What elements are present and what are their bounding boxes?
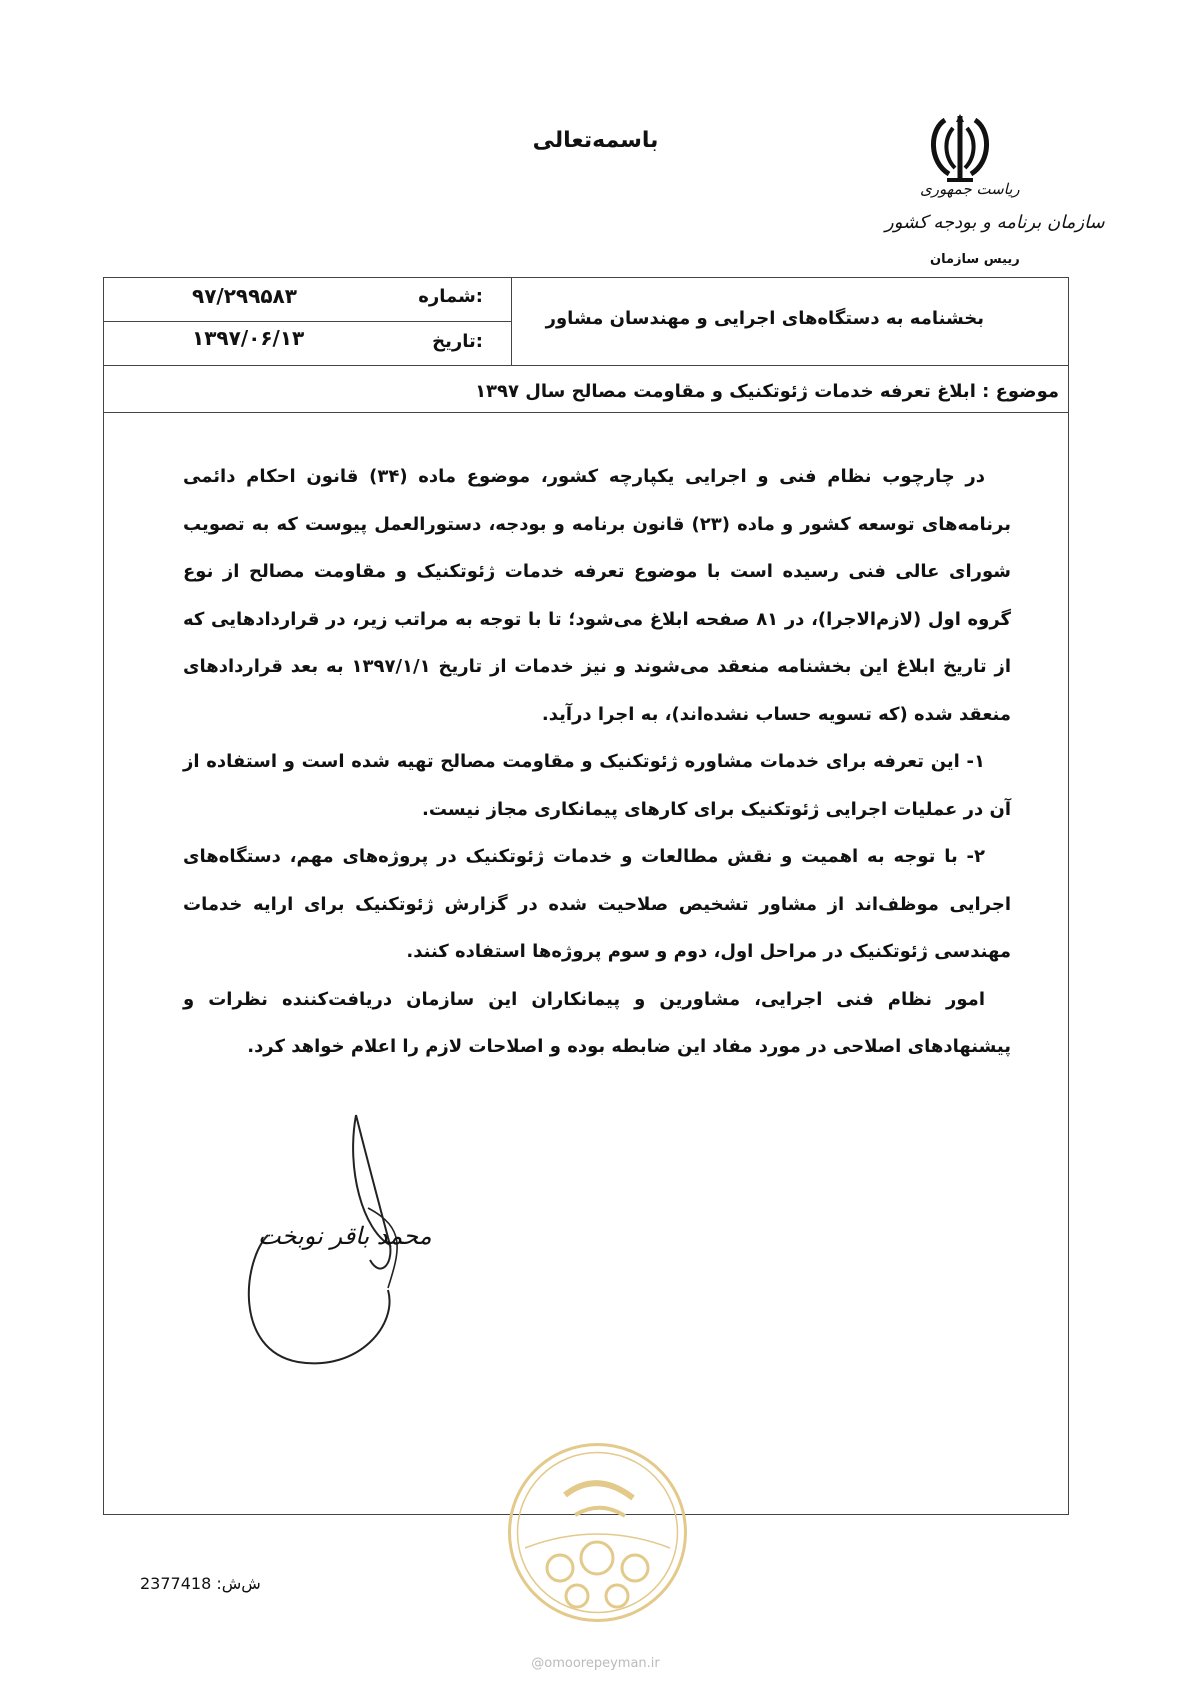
- letter-body: [183, 453, 1011, 1071]
- org-line-presidency: ریاست جمهوری: [920, 180, 1020, 198]
- body-paragraph-closing: امور نظام فنی اجرایی، مشاورین و پیمانکاران این سازمان دریافت‌کننده نظرات و پیشنهادهای اصلاحی در مورد مفاد این ضابطه بوده و اصلاحات لازم را اعلام خواهد کرد.: [183, 988, 1011, 1057]
- iran-emblem-icon: [925, 110, 995, 186]
- document-code: ش‌ش: 2377418: [140, 1574, 261, 1593]
- org-line-organization: سازمان برنامه و بودجه کشور: [885, 212, 1105, 233]
- header-divider-vertical: [511, 278, 512, 365]
- number-value: ۹۷/۲۹۹۵۸۳: [192, 284, 297, 308]
- subject-line: موضوع : ابلاغ تعرفه خدمات ژئوتکنیک و مقاومت مصالح سال ۱۳۹۷: [475, 381, 1059, 402]
- invocation-heading: باسمه‌تعالی: [532, 128, 659, 153]
- addressee: بخشنامه به دستگاه‌های اجرایی و مهندسان مشاور: [545, 308, 984, 329]
- body-paragraph-item-1: ۱- این تعرفه برای خدمات مشاوره ژئوتکنیک و مقاومت مصالح تهیه شده است و استفاده از آن در عملیات اجرایی ژئوتکنیک برای کارهای پیمانکاری مجاز نیست.: [183, 751, 1011, 820]
- header-divider-number-date: [104, 321, 511, 322]
- letter-header-table: [103, 277, 1069, 413]
- body-paragraph-intro: در چارچوب نظام فنی و اجرایی یکپارچه کشور، موضوع ماده (۳۴) قانون احکام دائمی برنامه‌های توسعه کشور و ماده (۲۳) قانون برنامه و بودجه، دستورالعمل پیوست که به تصویب شورای عالی فنی رسیده است با موضوع تعرفه خدمات ژئوتکنیک و مقاومت مصالح از نوع گروه اول (لازم‌الاجرا)، در ۸۱ صفحه ابلاغ می‌شود؛ تا با توجه به مراتب زیر، در قراردادهایی که از تاریخ ابلاغ این بخشنامه منعقد می‌شوند و نیز خدمات از تاریخ ۱۳۹۷/۱/۱ به بعد قراردادهای منعقد شده (که تسویه حساب نشده‌اند)، به اجرا درآید.: [183, 466, 1012, 725]
- number-label: شماره:: [418, 286, 483, 307]
- org-line-head: رییس سازمان: [930, 252, 1020, 267]
- signer-name: محمد باقر نوبخت: [258, 1222, 432, 1250]
- watermark-seal: [505, 1440, 690, 1625]
- body-paragraph-item-2: ۲- با توجه به اهمیت و نقش مطالعات و خدمات ژئوتکنیک در پروژه‌های مهم، دستگاه‌های اجرایی موظف‌اند از مشاور تشخیص صلاحیت شده در گزارش ژئوتکنیک برای ارایه خدمات مهندسی ژئوتکنیک در مراحل اول، دوم و سوم پروژه‌ها استفاده کنند.: [183, 846, 1011, 962]
- date-value: ۱۳۹۷/۰۶/۱۳: [192, 326, 305, 350]
- website-watermark: @omoorepeyman.ir: [531, 1656, 660, 1671]
- header-divider-horizontal: [104, 365, 1068, 366]
- date-label: تاریخ:: [432, 331, 483, 352]
